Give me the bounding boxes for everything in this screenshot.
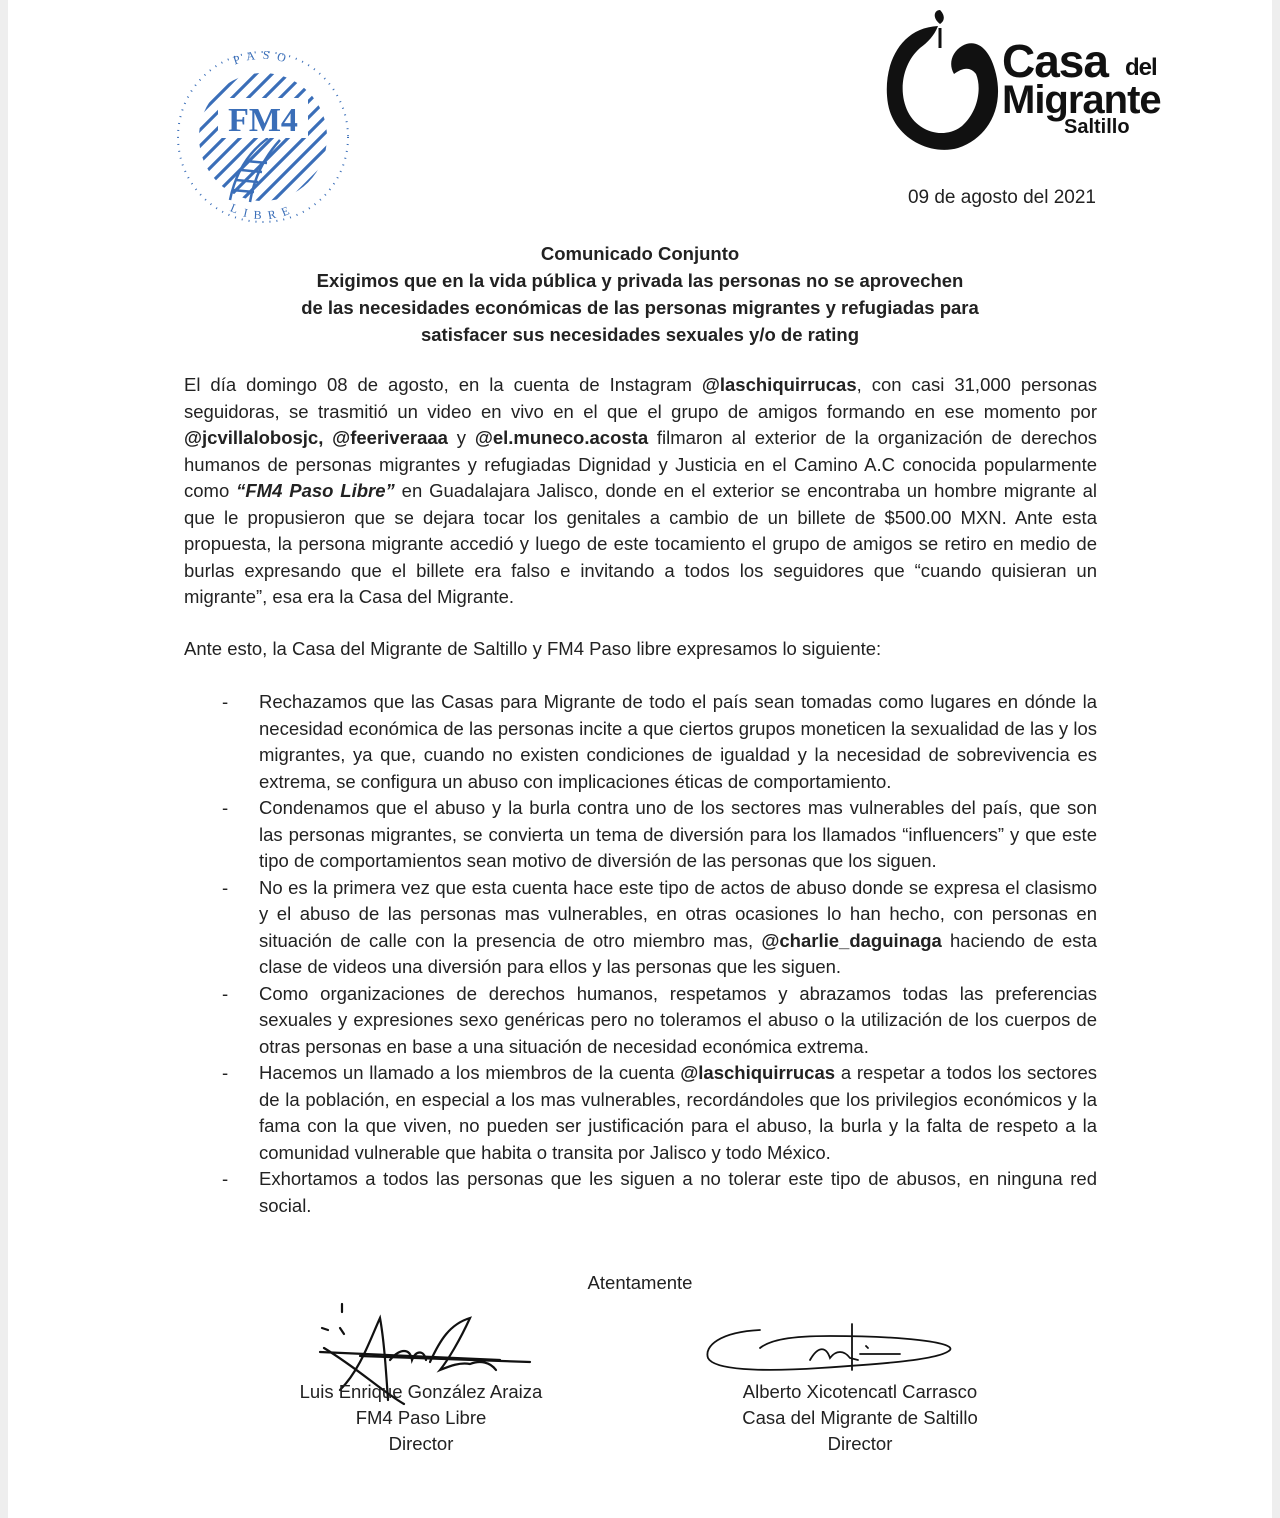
signer-left-role: Director	[388, 1433, 454, 1454]
signature-right-drawing	[700, 1320, 960, 1380]
para1-handle-3: @el.muneco.acosta	[474, 427, 649, 448]
closing-salutation: Atentamente	[587, 1272, 693, 1293]
list-item-3-handle: @charlie_daguinaga	[761, 929, 942, 951]
heading-line-2: de las necesidades económicas de las personas migrantes y refugiadas para	[301, 297, 979, 318]
signature-right	[690, 1379, 1030, 1457]
casa-logo-line1: Casa	[1002, 35, 1108, 87]
list-item: - Como organizaciones de derechos humanos, respetamos y abrazamos todas las preferencias sexuales y expresiones sexo genéricas pero no toleramos el abuso o la utilización de los cuerpos de otras personas en base a una situación de necesidad económica extrema.	[184, 981, 1097, 1061]
list-item: - Rechazamos que las Casas para Migrante de todo el país sean tomadas como lugares en dónde la necesidad económica de las personas incite a que ciertos grupos moneticen la sexualidad de las y los migrantes, ya que, cuando no existen condiciones de igualdad y la necesidad de sobrevivencia es extrema, se configura un abuso con implicaciones éticas de comportamiento.	[184, 689, 1097, 795]
signer-right-name: Alberto Xicotencatl Carrasco	[742, 1381, 978, 1402]
casa-logo-emblem	[878, 8, 1008, 158]
document-heading	[184, 240, 1096, 348]
list-item-5-handle: @laschiquirrucas	[680, 1062, 836, 1083]
para1-text-1: El día domingo 08 de agosto, en la cuenta de Instagram	[184, 374, 702, 395]
para1-handle-2: @jcvillalobosjc, @feeriveraaa	[184, 427, 448, 448]
casa-logo-line1-small: del	[1125, 54, 1157, 81]
list-item	[184, 1060, 1097, 1166]
list-item-5-text-b: a respetar a todos los sectores de la población, en especial a los mas vulnerables, recordándoles que los privilegios económicos y la fama con la que viven, no pueden ser justificación para el abuso, la burla y la falta de respeto a la comunidad vulnerable que habita o transita por Jalisco y todo México.	[259, 1062, 1097, 1163]
fm4-logo-top-text: PASO	[231, 47, 295, 68]
casa-logo-line3: Saltillo	[1064, 116, 1130, 138]
para1-text-5: en Guadalajara Jalisco, donde en el exterior se encontraba un hombre migrante al que le propusieron que se dejara tocar los genitales a cambio de un billete de $500.00 MXN. Ante esta propuesta, la persona migrante accedió y luego de este tocamiento el grupo de amigos se retiro en medio de burlas expresando que el billete era falso e invitando a todos los seguidores que “cuando quisieran un migrante”, esa era la Casa del Migrante.	[184, 480, 1097, 607]
heading-line-1: Exigimos que en la vida pública y privada las personas no se aprovechen	[316, 270, 964, 291]
document-date: 09 de agosto del 2021	[907, 187, 1096, 208]
para1-org-name: “FM4 Paso Libre”	[236, 480, 395, 501]
list-item: - Exhortamos a todos las personas que les siguen a no tolerar este tipo de abusos, en ninguna red social.	[184, 1166, 1097, 1219]
list-item-3-text-b: haciendo de esta clase de videos una diversión para ellos y las personas que les siguen.	[259, 929, 1097, 977]
fm4-paso-libre-logo	[168, 40, 358, 230]
heading-title: Comunicado Conjunto	[540, 243, 740, 264]
paragraph-2: Ante esto, la Casa del Migrante de Saltillo y FM4 Paso libre expresamos lo siguiente:	[184, 638, 882, 659]
signer-right-org: Casa del Migrante de Saltillo	[742, 1407, 978, 1428]
statement-list	[184, 689, 1097, 1219]
list-item-3-text-a: No es la primera vez que esta cuenta hace este tipo de actos de abuso donde se expresa el clasismo y el abuso de las personas mas vulnerables, en otras ocasiones lo han hecho, con personas en situación de calle con la presencia de otro miembro mas,	[259, 876, 1097, 951]
signer-left-org: FM4 Paso Libre	[355, 1407, 487, 1428]
list-item-5-text-a: Hacemos un llamado a los miembros de la cuenta	[259, 1062, 681, 1083]
para1-text-3: y	[447, 427, 475, 448]
signer-right-role: Director	[827, 1433, 893, 1454]
casa-del-migrante-logo	[878, 8, 1188, 158]
fm4-logo-bottom-text: LIBRE	[228, 200, 298, 223]
paragraph-1	[184, 372, 1097, 611]
heading-line-3: satisfacer sus necesidades sexuales y/o de rating	[420, 324, 860, 345]
signature-left	[280, 1379, 562, 1457]
para1-text-4: filmaron al exterior de la organización de derechos humanos de personas migrantes y refugiadas Dignidad y Justicia en el Camino A.C conocida popularmente como	[184, 427, 1098, 501]
signer-left-name: Luis Enrique González Araiza	[299, 1381, 543, 1402]
para1-handle-1: @laschiquirrucas	[701, 374, 857, 395]
para1-text-2: , con casi 31,000 personas seguidoras, se trasmitió un video en vivo en el que el grupo de amigos formando en ese momento por	[184, 374, 1097, 422]
fm4-logo-text: FM4	[228, 102, 298, 139]
list-item	[184, 875, 1097, 981]
list-item: - Condenamos que el abuso y la burla contra uno de los sectores mas vulnerables del país, que son las personas migrantes, se convierta un tema de diversión para los llamados “influencers” y que este tipo de comportamientos sean motivo de diversión de las personas que los siguen.	[184, 795, 1097, 875]
casa-logo-line2: Migrante	[1002, 78, 1161, 122]
